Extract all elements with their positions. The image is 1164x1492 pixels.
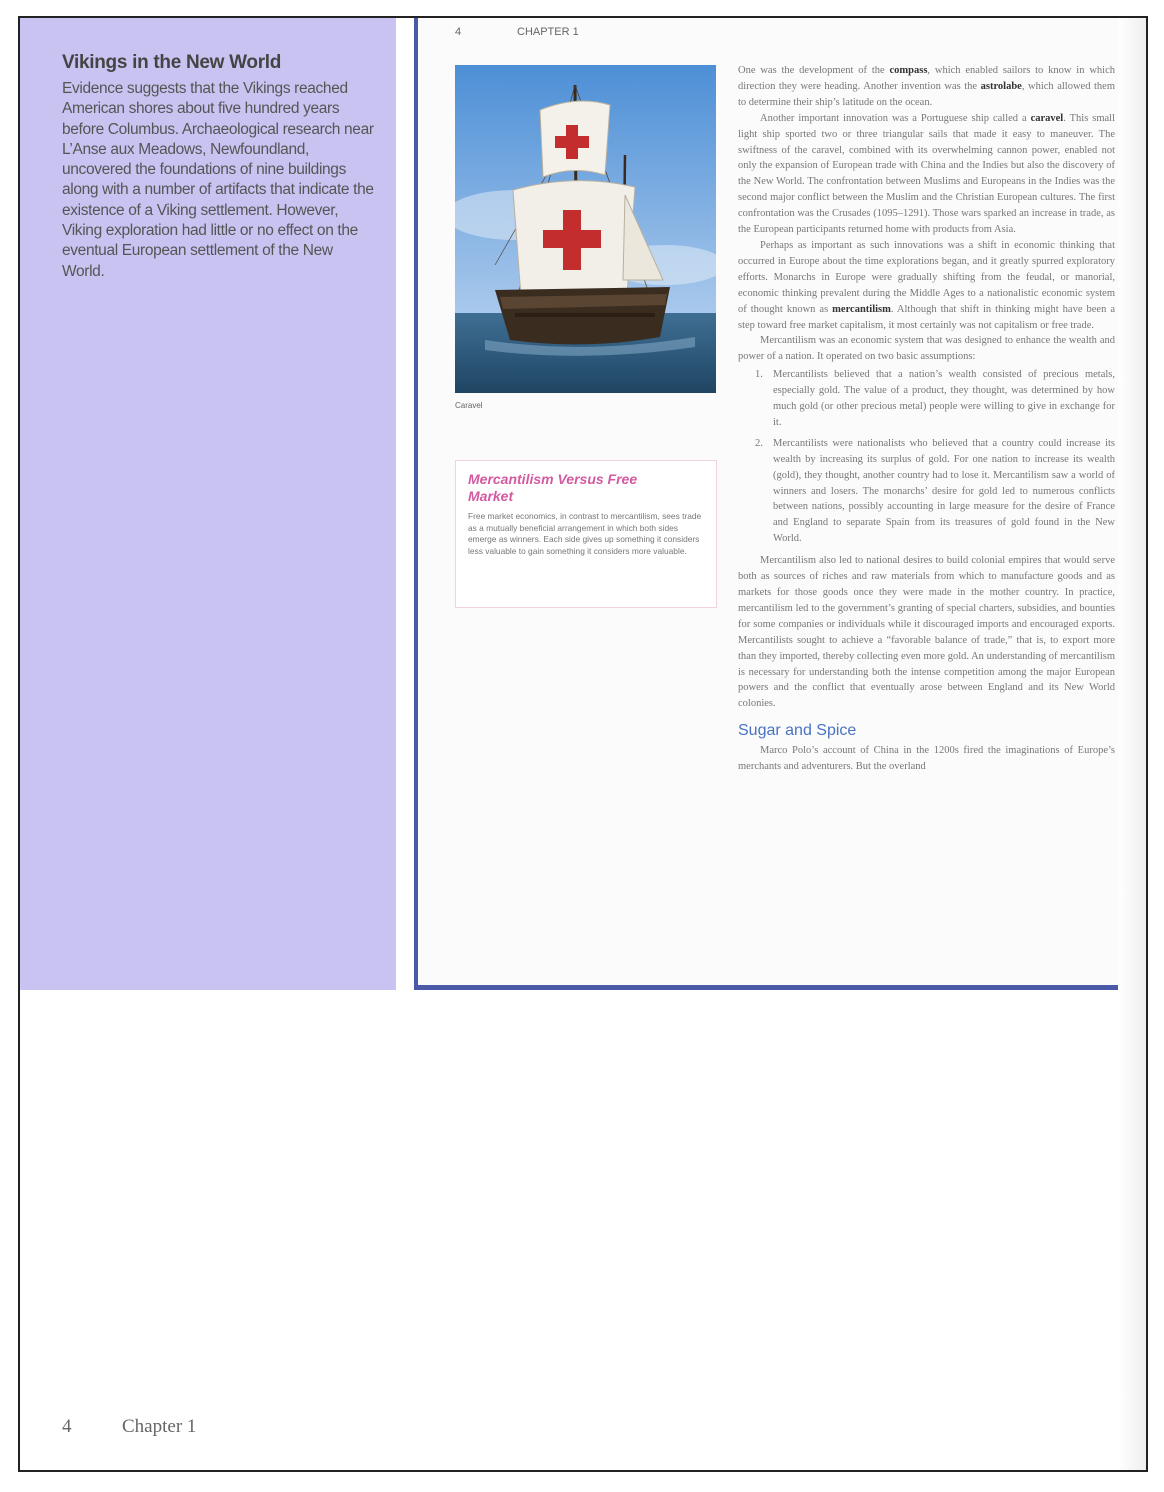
article-column <box>738 63 1115 775</box>
article-paragraph: Mercantilism was an economic system that was designed to enhance the wealth and power of a nation. It operated on two basic assumptions: <box>738 335 1115 363</box>
text-run: , which enabled sailors to know in which direction they were heading. Another invention was the <box>738 65 1115 92</box>
sidebar-title: Vikings in the New World <box>62 52 282 73</box>
footer-page-number: 4 <box>62 1416 72 1437</box>
key-term: compass <box>889 65 928 76</box>
running-head-chapter: CHAPTER 1 <box>517 26 579 38</box>
article-paragraph: Marco Polo’s account of China in the 1200s fired the imaginations of Europe’s merchants and adventurers. But the overland <box>738 745 1115 773</box>
page-edge-shadow <box>1118 18 1146 1470</box>
running-head-page-number: 4 <box>455 26 462 38</box>
text-run: Another important innovation was a Portuguese ship called a <box>760 112 1031 124</box>
list-text: Mercantilists were nationalists who believed that a country could increase its wealth by increasing its surplus of gold. For one nation to increase its wealth (gold), they thought, another country had to lose it. Mercantilism saw a world of winners and losers. The monarchs’ desire for gold led to numerous conflicts between nations, possibly accounting in large measure for the desire of France and England to separate Spain from its treasures of gold found in the New World. <box>773 437 1115 545</box>
caravel-ship-image <box>455 65 716 393</box>
callout-box <box>455 460 717 608</box>
key-term: astrolabe <box>980 80 1022 92</box>
article-paragraph <box>738 238 1115 333</box>
text-run: . Although that shift in thinking might have been a step toward free market capitalism, it most certainly was not capitalism or free trade. <box>738 303 1115 331</box>
text-run: , which allowed them to determine their ship’s latitude on the ocean. <box>738 80 1115 108</box>
key-term: caravel <box>1030 112 1064 124</box>
callout-body: Free market economics, in contrast to mercantilism, sees trade as a mutually beneficial arrangement in which both sides emerge as winners. Each side gives up something it considers less valuable to gain something it considers more valuable. <box>468 511 702 556</box>
text-run: Perhaps as important as such innovations was a shift in economic thinking that occurred in Europe about the time explorations began, and it greatly spurred exploratory efforts. Monarchs in Europe were gradually shifting from the feudal, or manorial, economic thinking prevalent during the Middle Ages to a nationalistic economic system of thought known as <box>738 239 1115 315</box>
list-number: 1. <box>755 369 763 381</box>
assumptions-list <box>738 367 1115 547</box>
list-item <box>738 367 1115 431</box>
photo-caption: Caravel <box>455 401 483 410</box>
section-heading: Sugar and Spice <box>738 722 857 740</box>
list-number: 2. <box>755 437 763 449</box>
key-term: mercantilism <box>832 303 891 315</box>
text-run: One was the development of the <box>738 65 890 76</box>
page-footer <box>62 1416 196 1438</box>
article-paragraph <box>738 111 1115 238</box>
sidebar-body: Evidence suggests that the Vikings reached American shores about five hundred years before Columbus. Archaeological research near L’Anse aux Meadows, Newfoundland, uncovered the foundations of nine buildings along with a number of artifacts that indicate the existence of a Viking settlement. However, Viking exploration had little or no effect on the eventual European settlement of the New World. <box>62 80 374 280</box>
caravel-photo <box>455 65 716 393</box>
text-run: . This small light ship sported two or three triangular sails that made it easy to maneuver. The swiftness of the caravel, combined with its overwhelming cannon power, enabled not only the expansion of European trade with China and the Indies but also the discovery of the New World. The confrontation between Muslims and Europeans in the Indies was the second major conflict between the Muslim and the Christian European cultures. The first confrontation was the Crusades (1095–1291). Those wars sparked an increase in trade, as the European participants returned home with products from Asia. <box>738 112 1115 236</box>
footer-chapter: Chapter 1 <box>122 1416 197 1437</box>
article-paragraph <box>738 63 1115 111</box>
list-item <box>738 436 1115 547</box>
running-head <box>455 26 579 38</box>
list-text: Mercantilists believed that a nation’s wealth consisted of precious metals, especially gold. The value of a product, they thought, was determined by how much gold (or other precious metal) people were willing to give in exchange for it. <box>773 369 1115 428</box>
callout-title: Mercantilism Versus Free Market <box>468 471 638 504</box>
article-paragraph: Mercantilism also led to national desires to build colonial empires that would serve both as sources of riches and raw materials from which to manufacture goods and as markets for those goods once they were made in the mother country. In practice, mercantilism led to the government’s granting of special charters, subsidies, and bounties for some companies or individuals while it discouraged imports and encouraged exports. Mercantilists sought to achieve a “favorable balance of trade,” that is, to export more than they imported, thereby collecting even more gold. An understanding of mercantilism is necessary for understanding both the intense competition among the major European powers and the conflict that eventually arose between England and its New World colonies. <box>738 555 1115 710</box>
